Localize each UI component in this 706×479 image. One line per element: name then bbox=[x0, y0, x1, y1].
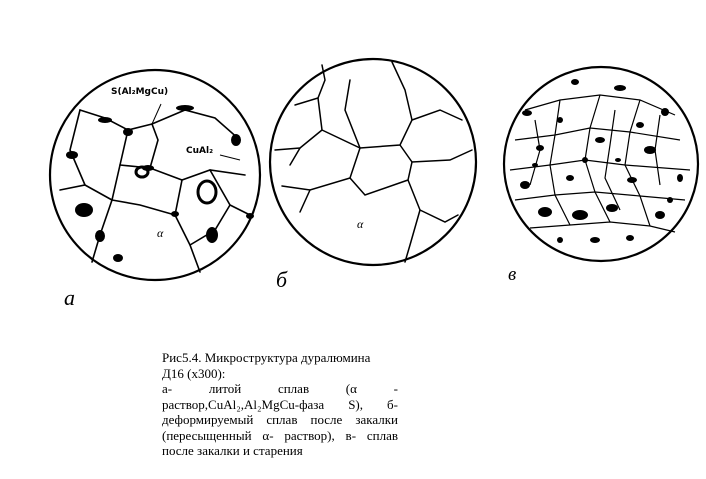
panel-label-b: б bbox=[276, 267, 288, 292]
caption-line-1: Рис5.4. Микроструктура дуралюмина bbox=[162, 350, 371, 365]
caption-line-7: после закалки и старения bbox=[162, 443, 303, 458]
alpha-label-b: α bbox=[357, 217, 364, 231]
panel-label-v: в bbox=[508, 264, 517, 285]
micrograph-b bbox=[270, 59, 476, 265]
caption-line-3: а- литой сплав (α - bbox=[162, 381, 398, 396]
micrograph-v bbox=[504, 67, 698, 261]
phase-label-s: S(Al₂MgCu) bbox=[111, 87, 169, 97]
caption-line-2: Д16 (х300): bbox=[162, 365, 226, 381]
micrograph-a bbox=[50, 70, 260, 280]
phase-label-cual2: CuAl₂ bbox=[186, 146, 214, 156]
caption-line-5: деформируемый сплав после закалки bbox=[162, 412, 398, 427]
figure-caption bbox=[162, 350, 398, 459]
caption-line-4: раствор,CuAl₂,Al₂MgCu-фаза S), б- bbox=[162, 396, 398, 412]
alpha-label-a: α bbox=[157, 226, 164, 240]
caption-line-6: (пересыщенный α- раствор), в- сплав bbox=[162, 427, 398, 443]
panel-label-a: а bbox=[64, 285, 75, 310]
